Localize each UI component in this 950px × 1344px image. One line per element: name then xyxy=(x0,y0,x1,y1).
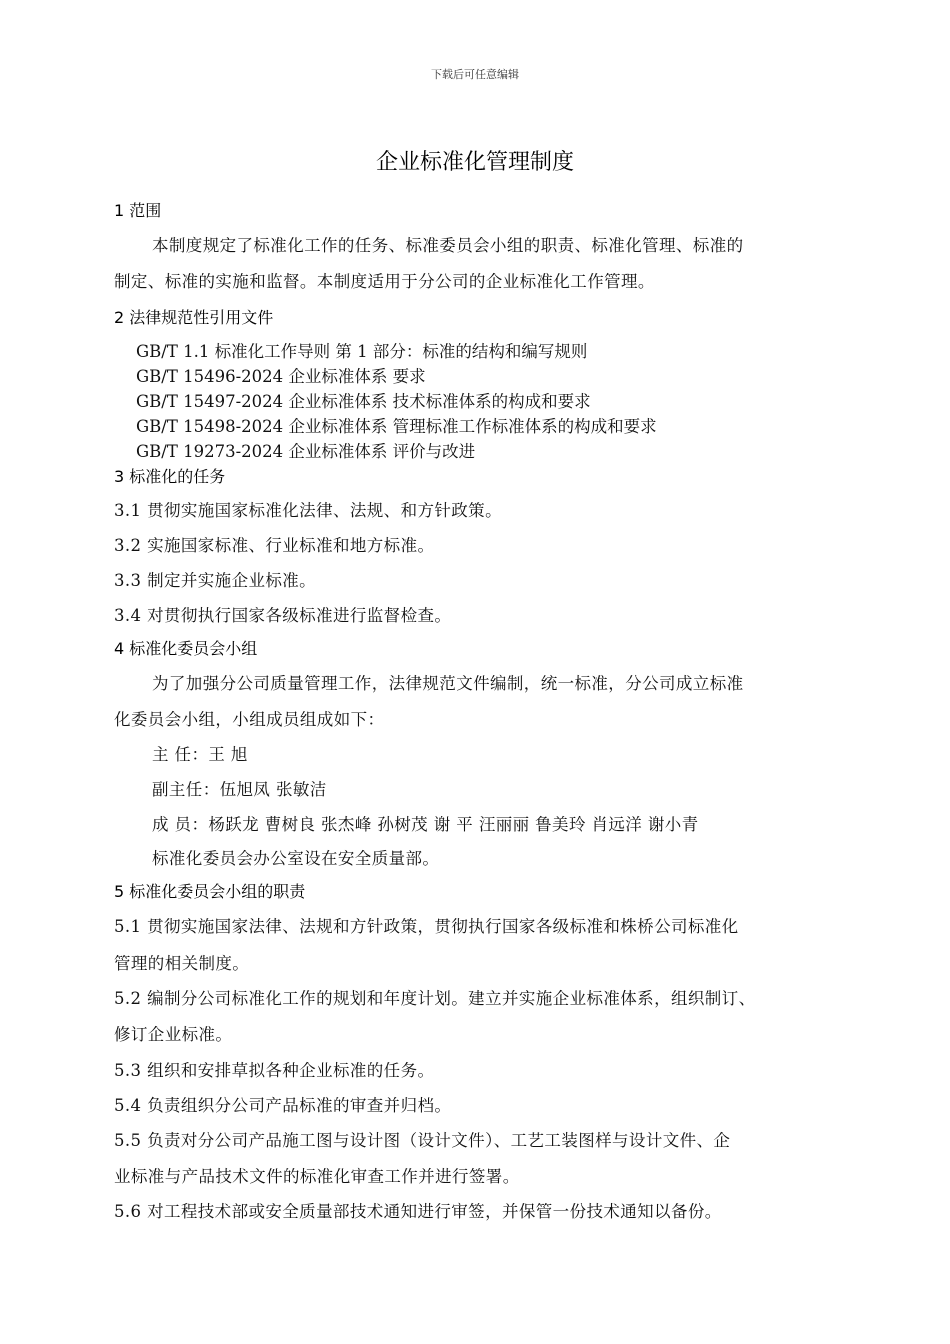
section-4-paragraph-line-1: 为了加强分公司质量管理工作，法律规范文件编制，统一标准，分公司成立标准 xyxy=(152,674,744,693)
duty-line: 5.4 负责组织分公司产品标准的审查并归档。 xyxy=(114,1096,452,1115)
duty-line: 管理的相关制度。 xyxy=(114,954,250,973)
task-item: 3.3 制定并实施企业标准。 xyxy=(114,571,317,590)
duty-line: 5.5 负责对分公司产品施工图与设计图（设计文件）、工艺工装图样与设计文件、企 xyxy=(114,1131,731,1150)
section-2-heading: 2 法律规范性引用文件 xyxy=(114,308,274,327)
reference-item: GB/T 15498-2024 企业标准体系 管理标准工作标准体系的构成和要求 xyxy=(136,417,657,436)
reference-item: GB/T 19273-2024 企业标准体系 评价与改进 xyxy=(136,442,476,461)
section-1-paragraph-line-1: 本制度规定了标准化工作的任务、标准委员会小组的职责、标准化管理、标准的 xyxy=(152,236,744,255)
section-4-heading: 4 标准化委员会小组 xyxy=(114,639,258,658)
document-title: 企业标准化管理制度 xyxy=(375,150,574,175)
section-5-heading: 5 标准化委员会小组的职责 xyxy=(114,882,306,901)
duty-line: 5.1 贯彻实施国家法律、法规和方针政策，贯彻执行国家各级标准和株桥公司标准化 xyxy=(114,917,739,936)
task-item: 3.4 对贯彻执行国家各级标准进行监督检查。 xyxy=(114,606,452,625)
section-3-heading: 3 标准化的任务 xyxy=(114,467,226,486)
reference-item: GB/T 1.1 标准化工作导则 第 1 部分：标准的结构和编写规则 xyxy=(136,342,588,361)
duty-line: 5.2 编制分公司标准化工作的规划和年度计划。建立并实施企业标准体系，组织制订、 xyxy=(114,989,756,1008)
committee-members: 成 员：杨跃龙 曹树良 张杰峰 孙树茂 谢 平 汪丽丽 鲁美玲 肖远洋 谢小青 xyxy=(152,815,699,834)
duty-line: 业标准与产品技术文件的标准化审查工作并进行签署。 xyxy=(114,1167,520,1186)
reference-item: GB/T 15496-2024 企业标准体系 要求 xyxy=(136,367,426,386)
duty-line: 5.3 组织和安排草拟各种企业标准的任务。 xyxy=(114,1061,435,1080)
section-1-paragraph-line-2: 制定、标准的实施和监督。本制度适用于分公司的企业标准化工作管理。 xyxy=(114,272,655,291)
committee-office-location: 标准化委员会办公室设在安全质量部。 xyxy=(152,849,440,868)
section-4-paragraph-line-2: 化委员会小组，小组成员组成如下： xyxy=(114,710,385,729)
reference-item: GB/T 15497-2024 企业标准体系 技术标准体系的构成和要求 xyxy=(136,392,591,411)
task-item: 3.1 贯彻实施国家标准化法律、法规、和方针政策。 xyxy=(114,501,502,520)
committee-director: 主 任：王 旭 xyxy=(152,745,248,764)
task-item: 3.2 实施国家标准、行业标准和地方标准。 xyxy=(114,536,435,555)
header-note: 下载后可任意编辑 xyxy=(431,68,519,81)
section-1-heading: 1 范围 xyxy=(114,201,162,220)
duty-line: 5.6 对工程技术部或安全质量部技术通知进行审签，并保管一份技术通知以备份。 xyxy=(114,1202,722,1221)
duty-line: 修订企业标准。 xyxy=(114,1025,233,1044)
committee-deputy: 副主任：伍旭凤 张敏洁 xyxy=(152,780,327,799)
